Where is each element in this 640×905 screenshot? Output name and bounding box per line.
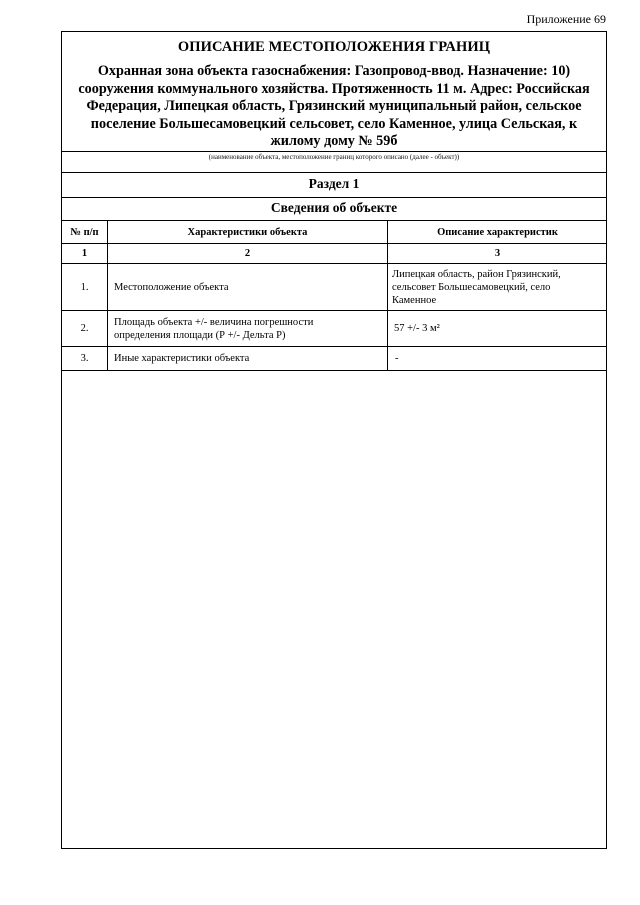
table-row-num: 3. — [80, 353, 89, 364]
table-row-description: - — [395, 353, 399, 364]
table-row-num: 2. — [80, 323, 89, 334]
table-row-characteristic: Иные характеристики объекта — [114, 353, 250, 364]
object-description: Охранная зона объекта газоснабжения: Газопровод-ввод. Назначение: 10) сооружения коммунального хозяйства. Протяженность 11 м. Адрес: Российская Федерация, Липецкая область, Грязинский муниципальный район, сельское поселение Большесамовецкий сельсовет, село Каменное, улица Сельская, к жилому дому № 59б — [78, 63, 590, 149]
column-number: 3 — [494, 248, 501, 259]
appendix-label: Приложение 69 — [526, 12, 606, 26]
table-row-description: 57 +/- 3 м² — [394, 323, 440, 334]
divider — [62, 197, 606, 198]
column-number: 2 — [244, 248, 251, 259]
column-header-num: № п/п — [70, 226, 99, 238]
divider — [62, 172, 606, 173]
document-title: ОПИСАНИЕ МЕСТОПОЛОЖЕНИЯ ГРАНИЦ — [177, 39, 491, 55]
column-number: 1 — [81, 248, 88, 259]
section-subtitle: Сведения об объекте — [270, 200, 398, 215]
column-header-description: Описание характеристик — [437, 226, 558, 238]
object-caption: (наименование объекта, местоположение границ которого описано (далее - объект)) — [208, 153, 460, 161]
column-header-characteristic: Характеристики объекта — [187, 226, 308, 238]
table-row-num: 1. — [80, 281, 89, 293]
section-title: Раздел 1 — [308, 176, 360, 191]
table-row-characteristic: Площадь объекта +/- величина погрешности определения площади (Р +/- Дельта Р) — [114, 316, 314, 341]
divider — [62, 151, 606, 152]
document-header — [62, 32, 606, 151]
table-row-description: Липецкая область, район Грязинский, сельсовет Большесамовецкий, село Каменное — [392, 268, 561, 306]
table-row-characteristic: Местоположение объекта — [114, 281, 229, 293]
document-frame — [61, 31, 607, 849]
table-divider — [62, 370, 606, 371]
